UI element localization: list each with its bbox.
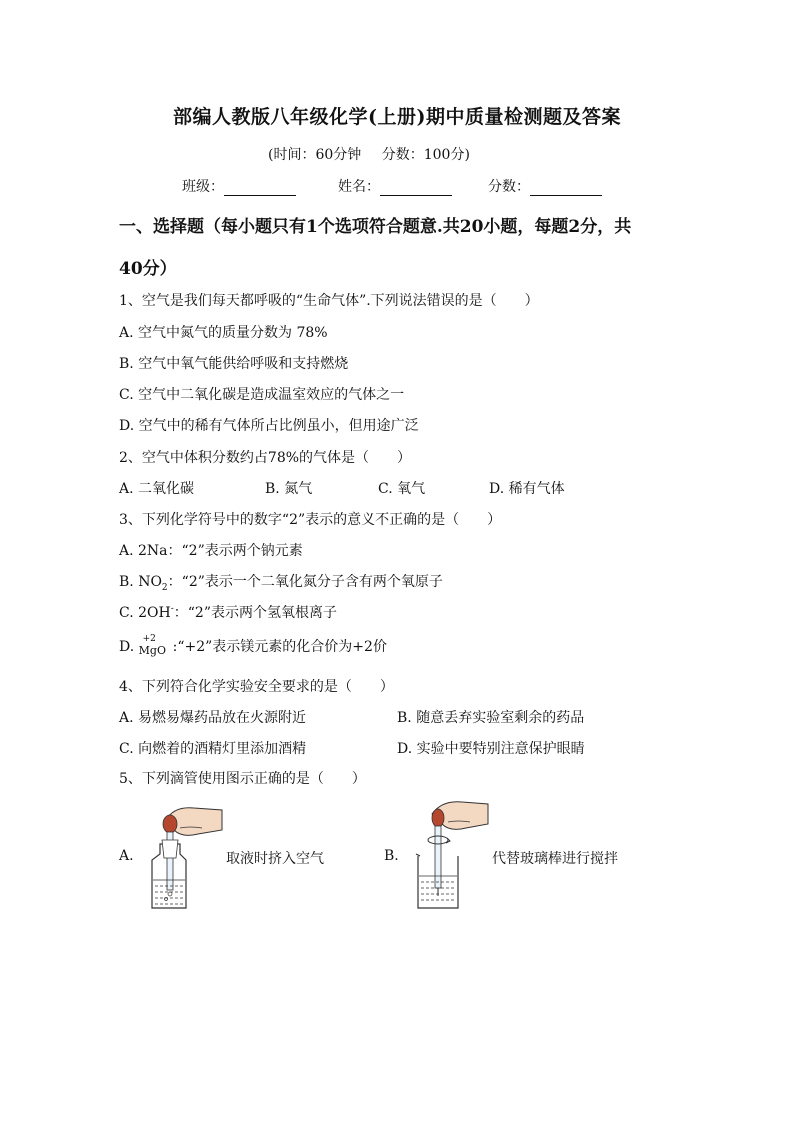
dropper-tube (435, 826, 441, 888)
question-5-option-a-caption: 取液时挤入空气 (226, 851, 324, 867)
question-1-option-a: A. 空气中氮气的质量分数为 78% (119, 325, 328, 341)
d-rest: “+2”表示镁元素的化合价为+2价 (177, 639, 387, 655)
question-4-option-c: C. 向燃着的酒精灯里添加酒精 (119, 741, 307, 757)
d-prefix: D. (119, 639, 135, 655)
name-blank[interactable] (380, 181, 452, 196)
name-field (338, 176, 452, 196)
question-4-option-a: A. 易燃易爆药品放在火源附近 (119, 710, 307, 726)
question-5-stem: 5、下列滴管使用图示正确的是（ ） (119, 771, 366, 787)
question-3-option-c (119, 602, 337, 622)
b-subscript: 2 (161, 583, 168, 593)
exam-time: (时间：60分钟 (268, 147, 362, 163)
dropper-stir-illustration (412, 796, 492, 914)
section-heading: 一、选择题（每小题只有1个选项符合题意.共20小题，每题2分，共 (119, 217, 632, 237)
question-5-option-b-caption: 代替玻璃棒进行搅拌 (492, 851, 618, 867)
c-superscript: - (170, 604, 174, 614)
question-4-stem: 4、下列符合化学实验安全要求的是（ ） (119, 679, 394, 695)
b-prefix: B. NO (119, 574, 162, 590)
d-colon: : (172, 639, 178, 655)
score-field (488, 176, 602, 196)
question-1-option-b: B. 空气中氧气能供给呼吸和支持燃烧 (119, 356, 349, 372)
question-3-option-b (119, 571, 443, 591)
mgo-valence: +2 (142, 634, 156, 644)
rubber-bulb (432, 809, 444, 827)
b-rest: ：“2”表示一个二氧化氮分子含有两个氧原子 (167, 574, 443, 590)
c-rest: ：“2”表示两个氢氧根离子 (173, 605, 337, 621)
question-1-option-c: C. 空气中二氧化碳是造成温室效应的气体之一 (119, 387, 405, 403)
question-1-option-d: D. 空气中的稀有气体所占比例虽小，但用途广泛 (119, 418, 419, 434)
rubber-bulb (163, 815, 177, 833)
question-2-stem: 2、空气中体积分数约占78%的气体是（ ） (119, 450, 412, 466)
dropper-air-illustration (146, 800, 226, 912)
score-label: 分数： (488, 179, 530, 195)
question-5-option-a-letter: A. (119, 848, 134, 864)
name-label: 姓名： (338, 179, 380, 195)
question-3-stem: 3、下列化学符号中的数字“2”表示的意义不正确的是（ ） (119, 512, 502, 528)
score-blank[interactable] (530, 181, 602, 196)
question-5-option-b-letter: B. (384, 848, 399, 864)
question-2-option-b: B. 氮气 (265, 481, 313, 497)
class-blank[interactable] (224, 181, 296, 196)
c-prefix: C. 2OH (119, 605, 171, 621)
question-3-option-a: A. 2Na：“2”表示两个钠元素 (119, 543, 303, 559)
page-title: 部编人教版八年级化学(上册)期中质量检测题及答案 (173, 106, 621, 128)
question-2-option-a: A. 二氧化碳 (119, 481, 195, 497)
question-2-option-d: D. 稀有气体 (489, 481, 565, 497)
question-4-option-d: D. 实验中要特别注意保护眼睛 (397, 741, 585, 757)
question-4-option-b: B. 随意丢弃实验室剩余的药品 (397, 710, 585, 726)
question-2-option-c: C. 氧气 (378, 481, 426, 497)
exam-score: 分数：100分) (381, 147, 470, 163)
class-field (182, 176, 296, 196)
mgo-formula: MgO (138, 644, 166, 657)
class-label: 班级： (182, 179, 224, 195)
question-3-option-d (119, 636, 387, 657)
question-1-stem: 1、空气是我们每天都呼吸的“生命气体”.下列说法错误的是（ ） (119, 293, 539, 309)
section-heading-cont: 40分） (119, 259, 177, 279)
exam-meta (268, 144, 470, 164)
mgo-formula-image (138, 634, 173, 657)
